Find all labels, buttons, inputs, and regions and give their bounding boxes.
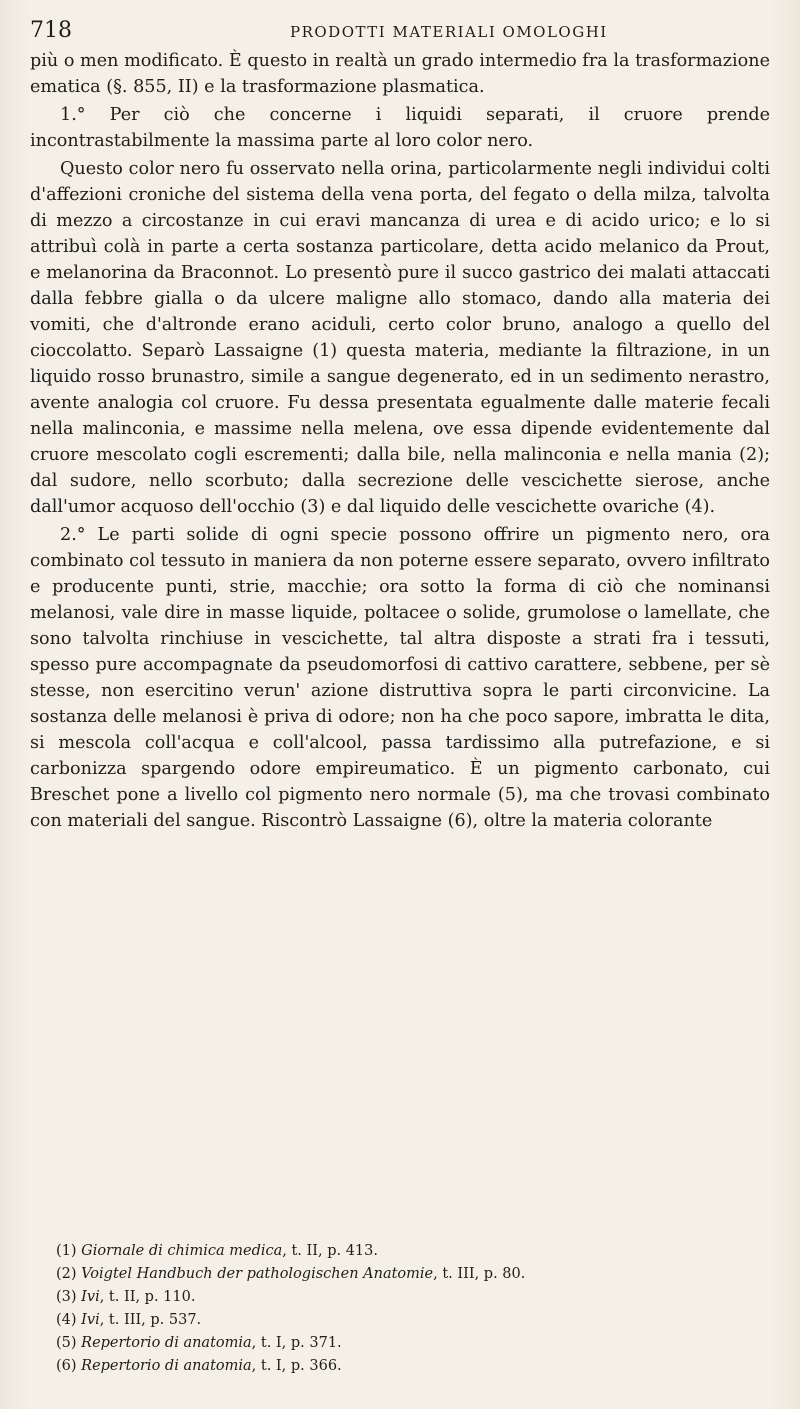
footnotes [30,1240,770,1378]
footnote [30,1240,770,1263]
footnote-title: Repertorio di anatomia [81,1358,252,1374]
footnote [30,1286,770,1309]
footnote [30,1355,770,1378]
footnote-ref: , t. I, p. 371. [251,1335,342,1351]
paragraph: più o men modificato. È questo in realtà un grado intermedio fra la trasformazione ematica (§. 855, II) e la trasformazione plasmatica. [30,51,770,97]
footnote-title: Voigtel Handbuch der pathologischen Anatomie [81,1266,434,1282]
footnote [30,1309,770,1332]
footnote-title: Giornale di chimica medica [81,1243,283,1259]
footnote-mark: (3) [56,1289,77,1305]
footnote-ref: , t. I, p. 366. [251,1358,342,1374]
footnote [30,1332,770,1355]
footnote-ref: , t. III, p. 537. [99,1312,202,1328]
footnote-title: Ivi [81,1289,100,1305]
footnote [30,1263,770,1286]
running-head: PRODOTTI MATERIALI OMOLOGHI [290,23,608,41]
page-number: 718 [30,18,72,43]
footnote-ref: , t. II, p. 110. [99,1289,196,1305]
footnote-ref: , t. III, p. 80. [433,1266,526,1282]
footnote-mark: (2) [56,1266,77,1282]
page-header [30,18,770,48]
footnote-mark: (5) [56,1335,77,1351]
footnote-mark: (1) [56,1243,77,1259]
footnote-mark: (4) [56,1312,77,1328]
paragraph: 2.° Le parti solide di ogni specie possono offrire un pigmento nero, ora combinato col tessuto in maniera da non poterne essere separato, ovvero infiltrato e producente punti, strie, macchie; ora sotto la forma di ciò che nominansi melanosi, vale dire in masse liquide, poltacee o solide, grumolose o lamellate, che sono talvolta rinchiuse in vescichette, tal altra disposte a strati fra i tessuti, spesso pure accompagnate da pseudomorfosi di cattivo carattere, sebbene, per sè stesse, non esercitino verun' azione distruttiva sopra le parti circonvicine. La sostanza delle melanosi è priva di odore; non ha che poco sapore, imbratta le dita, si mescola coll'acqua e coll'alcool, passa tardissimo alla putrefazione, e si carbonizza spargendo odore empireumatico. È un pigmento carbonato, cui Breschet pone a livello col pigmento nero normale (5), ma che trovasi combinato con materiali del sangue. Riscontrò Lassaigne (6), oltre la materia colorante [30,525,770,831]
paragraph: 1.° Per ciò che concerne i liquidi separati, il cruore prende incontrastabilmente la massima parte al loro color nero. [30,105,770,151]
footnote-mark: (6) [56,1358,77,1374]
footnote-title: Repertorio di anatomia [81,1335,252,1351]
body-text [30,48,770,834]
footnote-ref: , t. II, p. 413. [282,1243,378,1259]
footnote-title: Ivi [81,1312,100,1328]
paragraph: Questo color nero fu osservato nella orina, particolarmente negli individui colti d'affezioni croniche del sistema della vena porta, del fegato o della milza, talvolta di mezzo a circostanze in cui eravi mancanza di urea e di acido urico; e lo si attribuì colà in parte a certa sostanza particolare, detta acido melanico da Prout, e melanorina da Braconnot. Lo presentò pure il succo gastrico dei malati attaccati dalla febbre gialla o da ulcere maligne allo stomaco, dando alla materia dei vomiti, che d'altronde erano aciduli, certo color bruno, analogo a quello del cioccolatto. Separò Lassaigne (1) questa materia, mediante la filtrazione, in un liquido rosso brunastro, simile a sangue degenerato, ed in un sedimento nerastro, avente analogia col cruore. Fu dessa presentata egualmente dalle materie fecali nella malinconia, e massime nella melena, ove essa dipende evidentemente dal cruore mescolato cogli escrementi; dalla bile, nella malinconia e nella mania (2); dal sudore, nello scorbuto; dalla secrezione delle vescichette sierose, anche dall'umor acquoso dell'occhio (3) e dal liquido delle vescichette ovariche (4). [30,159,770,517]
